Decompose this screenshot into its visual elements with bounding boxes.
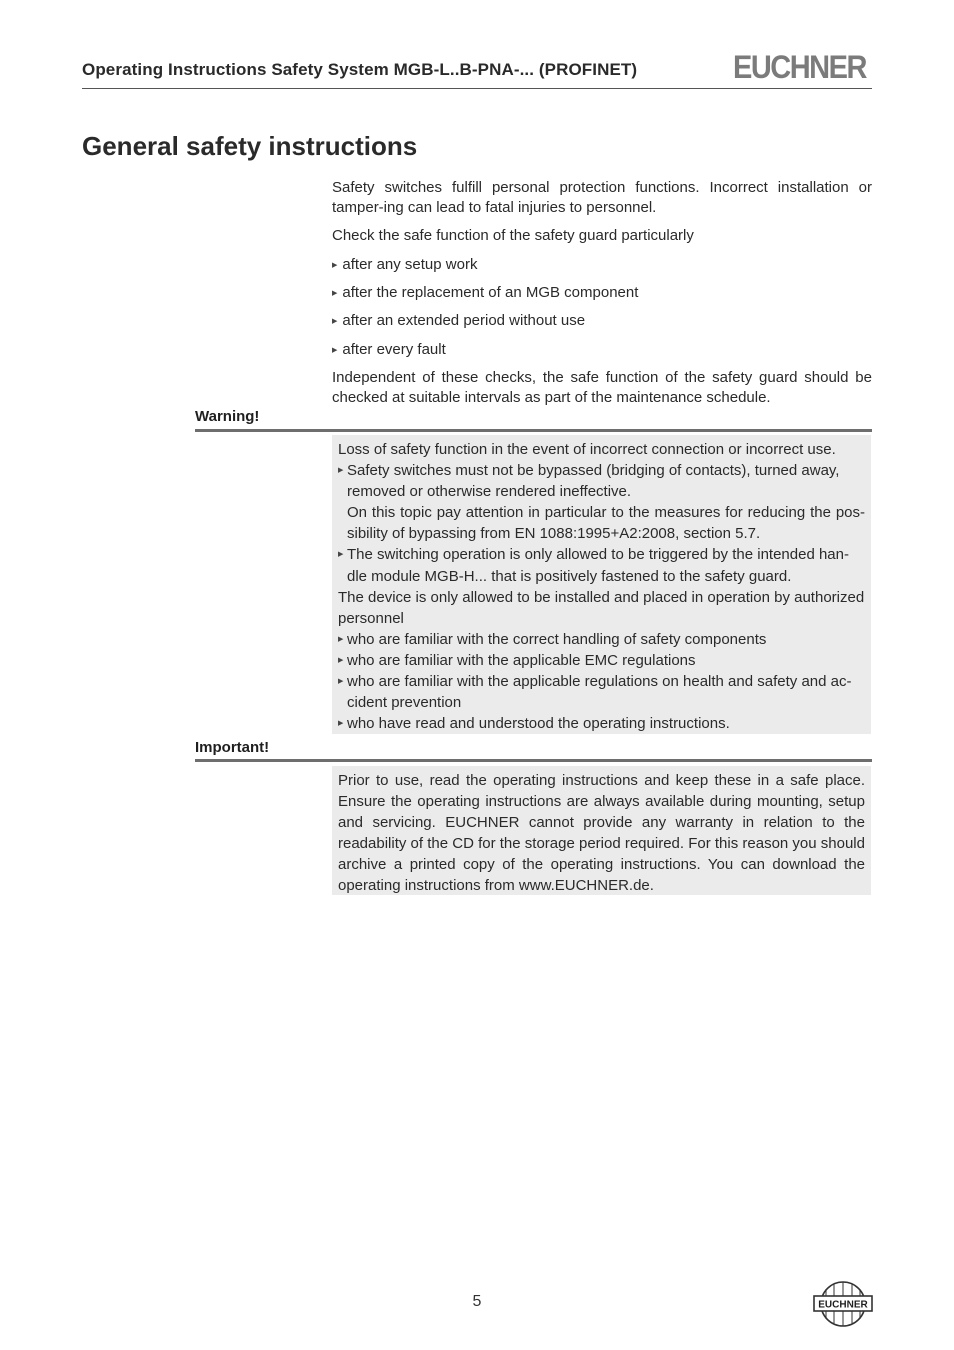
bullet-arrow-icon: ▶ xyxy=(332,318,338,325)
check-list-item-text: after any setup work xyxy=(342,256,478,273)
important-label: Important! xyxy=(195,739,270,756)
warning-personnel-intro: The device is only allowed to be installed and placed in operation by authorized personnel xyxy=(338,588,865,627)
bullet-arrow-icon: ▶ xyxy=(338,635,344,643)
check-list-item xyxy=(332,311,585,332)
personnel-list-item-text: who are familiar with the applicable regulations on health and safety and ac-cident prevention xyxy=(347,673,852,712)
bullet-arrow-icon: ▶ xyxy=(338,467,344,475)
personnel-list-item xyxy=(338,650,865,671)
bullet-arrow-icon: ▶ xyxy=(332,290,338,297)
section-title: General safety instructions xyxy=(82,131,418,161)
bullet-arrow-icon: ▶ xyxy=(332,347,338,354)
warning-list-item-text: Safety switches must not be bypassed (bridging of contacts), turned away, removed or otherwise rendered ineffective. xyxy=(347,462,840,501)
personnel-list-item xyxy=(338,713,865,734)
warning-list-item-continuation: On this topic pay attention in particular to the measures for reducing the pos-sibility of bypassing from EN 1088:1995+A2:2008, section 5.7. xyxy=(347,504,865,543)
personnel-list-item-text: who are familiar with the correct handling of safety components xyxy=(347,630,767,648)
bullet-arrow-icon: ▶ xyxy=(338,720,344,728)
bullet-arrow-icon: ▶ xyxy=(338,551,344,559)
important-divider xyxy=(195,759,872,762)
warning-box xyxy=(332,435,871,734)
euchner-logo: EUCHNER xyxy=(733,50,866,86)
important-text: Prior to use, read the operating instructions and keep these in a safe place. Ensure the operating instructions are always available during mounting, setup and servicing. EUCHNER cannot provide any warranty in relation to the readability of the CD for the storage period required. For this reason you should archive a printed copy of the operating instructions. You can download the operating instructions from www.EUCHNER.de. xyxy=(338,772,865,895)
intro-paragraph-2: Check the safe function of the safety guard particularly xyxy=(332,227,694,244)
check-list-item xyxy=(332,255,477,276)
check-list-item-text: after an extended period without use xyxy=(342,312,586,329)
intro-paragraph-3: Independent of these checks, the safe function of the safety guard should be checked at suitable intervals as part of the maintenance schedule. xyxy=(332,369,872,406)
warning-intro: Loss of safety function in the event of incorrect connection or incorrect use. xyxy=(338,441,836,458)
document-header-title: Operating Instructions Safety System MGB-L..B-PNA-... (PROFINET) xyxy=(82,60,638,79)
check-list-item xyxy=(332,283,638,304)
personnel-list-item-text: who have read and understood the operating instructions. xyxy=(347,715,730,733)
bullet-arrow-icon: ▶ xyxy=(338,656,344,664)
bullet-arrow-icon: ▶ xyxy=(338,678,344,686)
seal-text: EUCHNER xyxy=(818,1299,868,1311)
warning-list-item xyxy=(338,460,865,502)
warning-list-item xyxy=(338,544,865,586)
important-box xyxy=(332,766,871,895)
check-list-item-text: after every fault xyxy=(342,341,446,358)
warning-divider xyxy=(195,429,872,432)
check-list-item-text: after the replacement of an MGB component xyxy=(342,284,639,301)
personnel-list-item xyxy=(338,671,865,713)
euchner-seal-icon xyxy=(813,1280,873,1328)
intro-paragraph-1: Safety switches fulfill personal protection functions. Incorrect installation or tamper-ing can lead to fatal injuries to personnel. xyxy=(332,179,872,216)
warning-label: Warning! xyxy=(195,408,260,425)
page-number: 5 xyxy=(472,1293,482,1310)
personnel-list-item-text: who are familiar with the applicable EMC regulations xyxy=(347,651,696,669)
warning-list-item-text: The switching operation is only allowed to be triggered by the intended han-dle module MGB-H... that is positively fastened to the safety guard. xyxy=(347,546,849,585)
header-divider xyxy=(82,88,872,89)
check-list-item xyxy=(332,340,446,361)
bullet-arrow-icon: ▶ xyxy=(332,262,338,269)
personnel-list-item xyxy=(338,629,865,650)
